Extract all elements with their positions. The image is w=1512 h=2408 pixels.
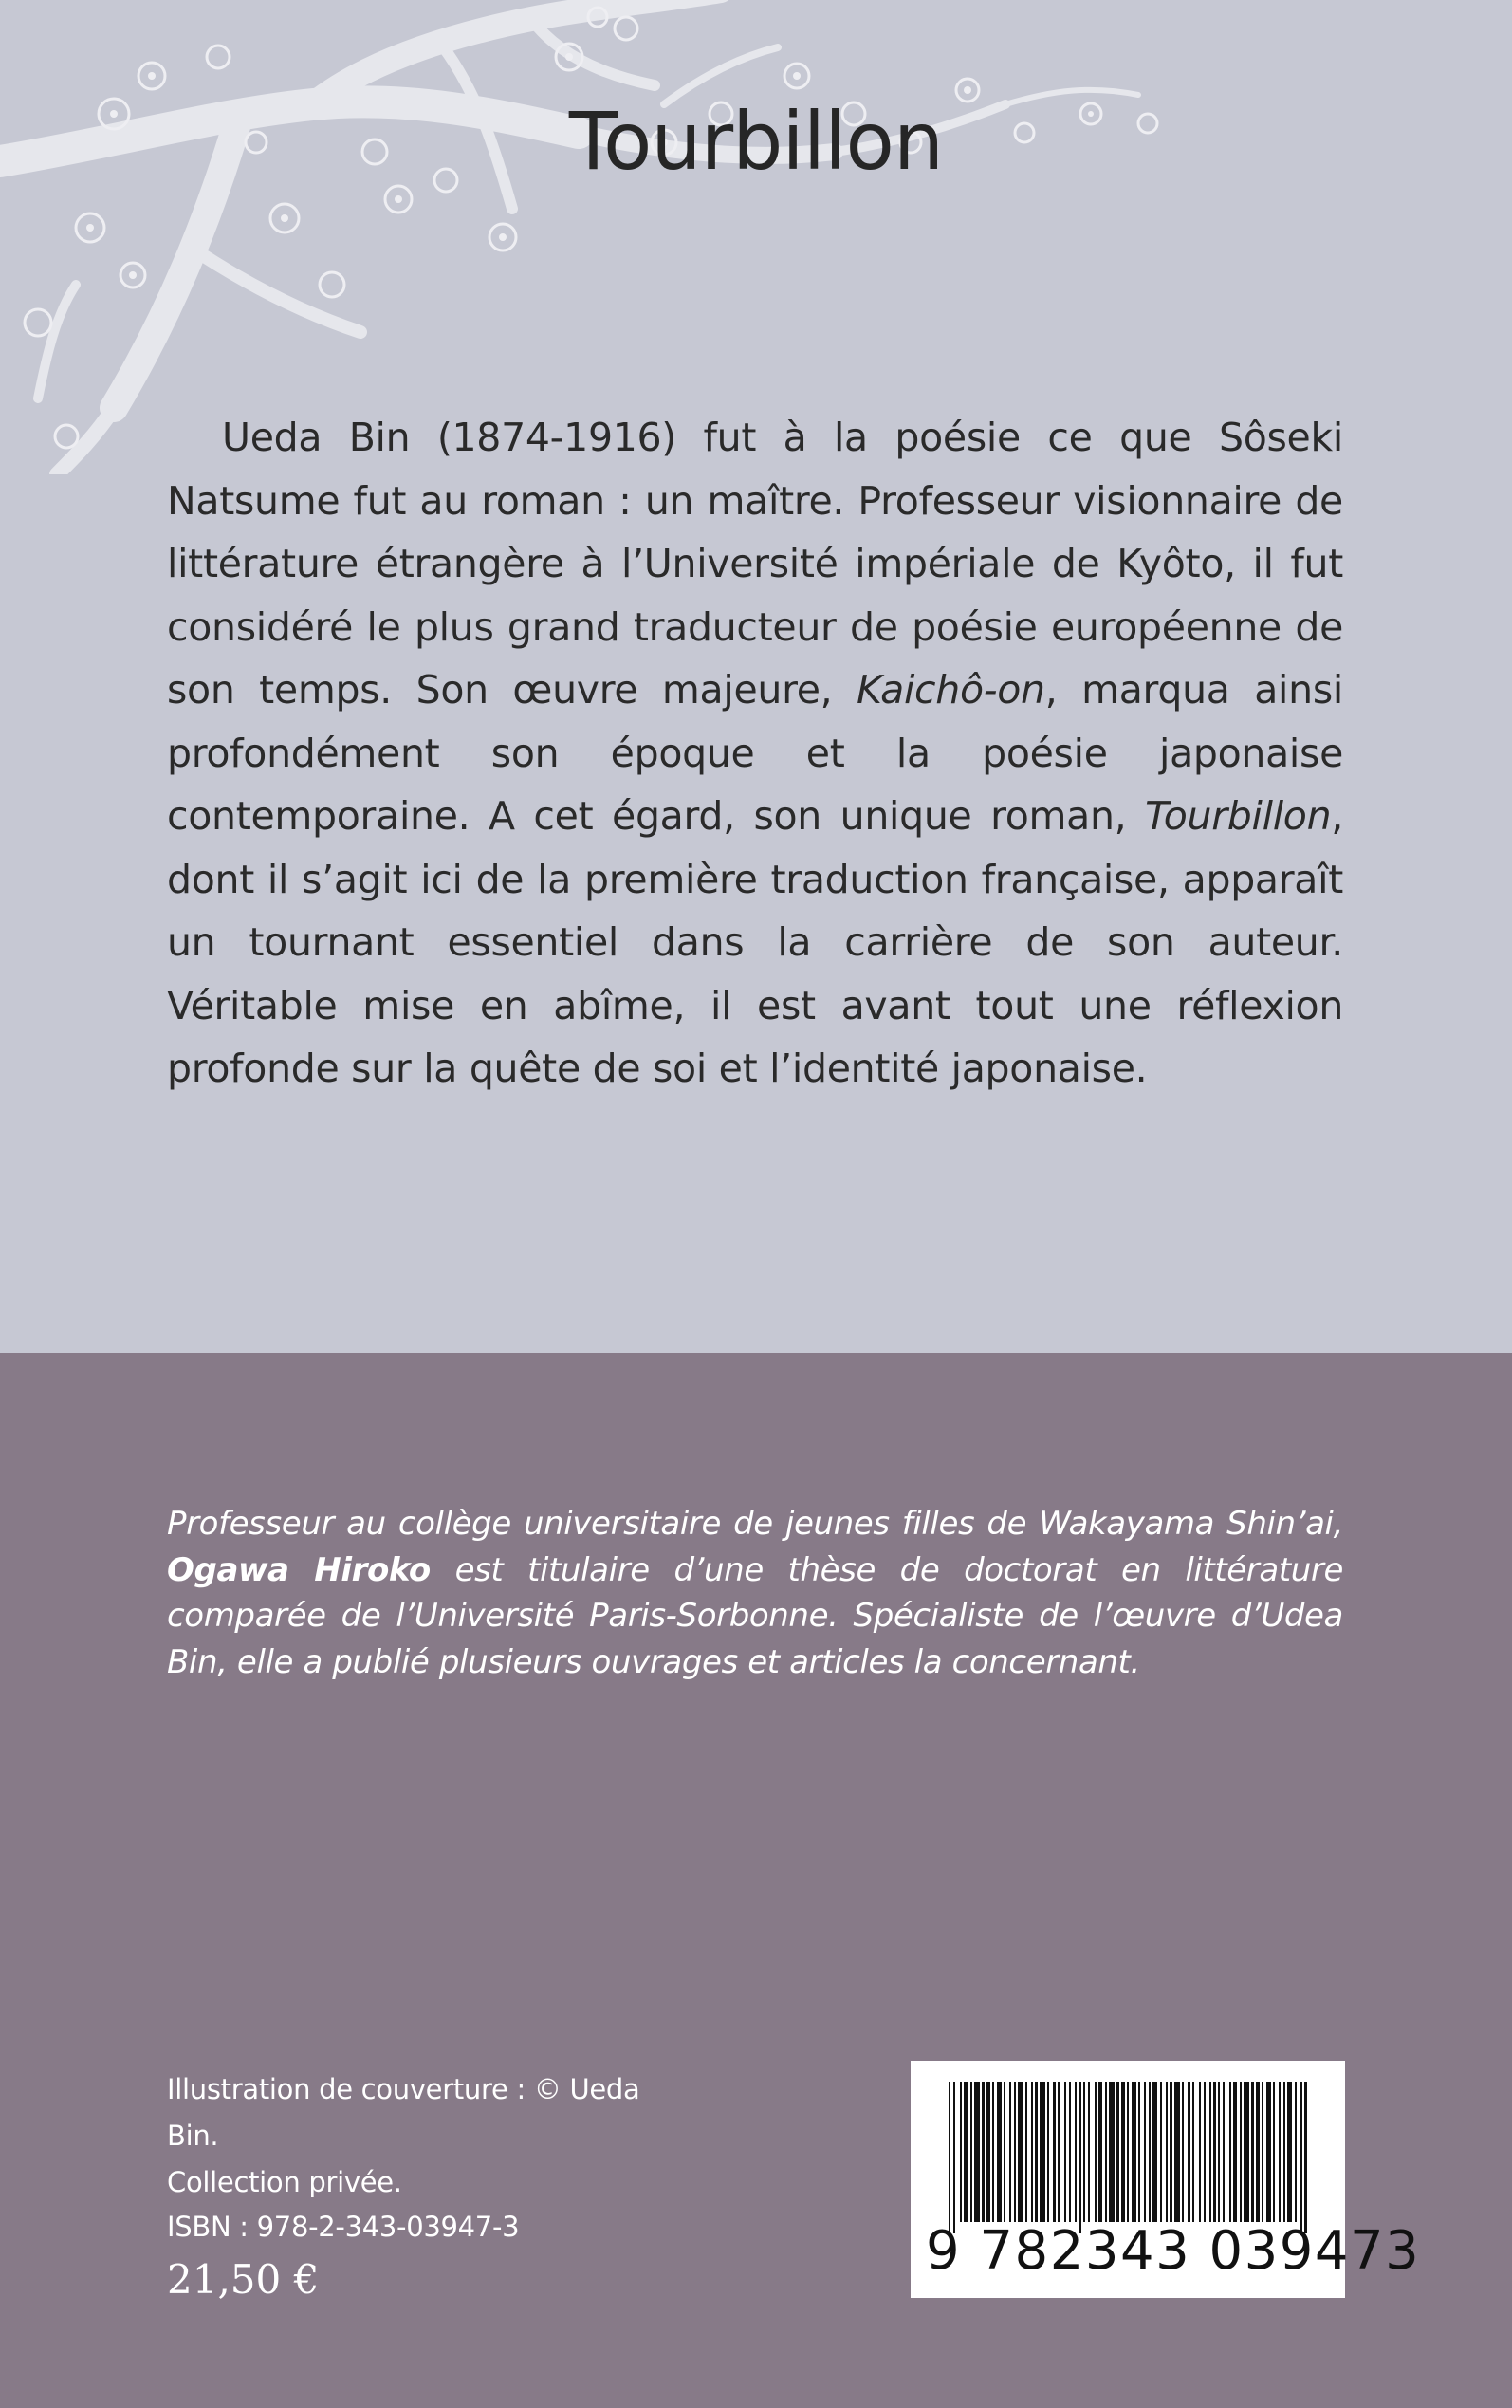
barcode-digits: 9 782343 039473 [926,2220,1421,2282]
synopsis-work-title: Kaichô-on [857,667,1045,713]
barcode-bar [1170,2082,1172,2222]
barcode-bar [1121,2082,1125,2222]
author-bio [167,1501,1343,1685]
barcode-bar [1229,2082,1231,2222]
barcode-bar [1199,2082,1201,2222]
barcode-bar [1240,2082,1242,2222]
barcode-bar [1014,2082,1016,2222]
barcode-bar [1138,2082,1140,2222]
price-label: 21,50 € [167,2256,320,2303]
barcode-bar [1209,2082,1211,2222]
barcode-bar [1192,2082,1194,2222]
barcode-bar [1088,2082,1090,2222]
bio-text: Professeur au collège universitaire de jeunes filles de Wakayama Shin’ai, [167,1505,1343,1543]
barcode-bar [1262,2082,1263,2222]
book-title: Tourbillon [568,95,944,188]
bio-text: est titulaire d’une thèse de doctorat en littérature comparée de l’Université Paris-Sorbonne. Spécialiste de l’œuvre d’Udea Bin, elle a publié plusieurs ouvrages et articles la concernant. [167,1550,1343,1681]
barcode-bar [1149,2082,1151,2222]
barcode-bar [970,2082,972,2222]
cherry-blossom-branch-illustration [0,0,1512,474]
synopsis-text: , marqua ainsi profondément son époque et la poésie japonaise contemporaine. A cet égard, son unique roman, [167,667,1343,839]
barcode-bar [1127,2082,1129,2222]
barcode-bar [1079,2082,1081,2233]
barcode-bar [992,2082,994,2222]
synopsis-text: , dont il s’agit ici de la première traduction française, apparaît un tournant essentiel dans la carrière de son auteur. Véritable mise en abîme, il est avant tout une réflexion profonde sur la quête de soi et l’identité japonaise. [167,793,1343,1091]
barcode [911,2061,1421,2298]
barcode-bar [1182,2082,1184,2222]
barcode-bar [1018,2082,1023,2222]
barcode-bar [1083,2082,1085,2222]
barcode-bar [1009,2082,1011,2222]
barcode-bar [1244,2082,1249,2222]
credit-line-illustration: Illustration de couverture : © Ueda Bin. [167,2073,640,2152]
barcode-bar [1075,2082,1077,2222]
barcode-bar [982,2082,985,2222]
barcode-bar [1283,2082,1285,2222]
barcode-bar [1105,2082,1107,2222]
barcode-bar [1035,2082,1038,2222]
barcode-bar [1223,2082,1225,2222]
bio-author-name: Ogawa Hiroko [167,1550,431,1589]
barcode-bar [1040,2082,1045,2222]
barcode-bar [1166,2082,1168,2222]
synopsis-text: Ueda Bin (1874-1916) fut à la poésie ce que Sôseki Natsume fut au roman : un maître. Professeur visionnaire de littérature étrangère à l’Université impériale de Kyôto, il fut considéré le plus grand traducteur de poésie européenne de son temps. Son œuvre majeure, [167,415,1343,713]
illustration-credits [167,2066,698,2206]
barcode-bar [1218,2082,1220,2222]
barcode-bar [1295,2082,1297,2222]
barcode-bar [1251,2082,1254,2222]
barcode-bar [949,2082,950,2233]
barcode-bar [964,2082,968,2222]
barcode-bar [1069,2082,1071,2222]
barcode-bar [1174,2082,1180,2222]
barcode-bar [1098,2082,1102,2222]
credit-line-collection: Collection privée. [167,2166,402,2198]
barcode-bar [974,2082,980,2222]
barcode-bar [1213,2082,1216,2222]
barcode-bar [986,2082,990,2222]
barcode-bar [1004,2082,1005,2222]
synopsis-novel-title: Tourbillon [1145,793,1332,839]
barcode-bar [1204,2082,1206,2222]
barcode-bar [1058,2082,1060,2222]
barcode-bar [960,2082,962,2222]
barcode-bar [1256,2082,1260,2222]
barcode-bar [1188,2082,1190,2222]
barcode-bar [1064,2082,1066,2222]
barcode-bar [1233,2082,1237,2222]
barcode-bar [1304,2082,1307,2233]
barcode-bar [1047,2082,1049,2222]
barcode-bar [1095,2082,1097,2222]
isbn-label: ISBN : 978-2-343-03947-3 [167,2211,520,2243]
barcode-bar [1160,2082,1162,2222]
barcode-bar [1273,2082,1275,2222]
barcode-bar [1144,2082,1146,2222]
barcode-bar [1287,2082,1292,2222]
barcode-bar [1031,2082,1033,2222]
synopsis-paragraph [167,406,1343,1101]
barcode-bar [1152,2082,1157,2222]
barcode-bar [1109,2082,1115,2222]
barcode-bar [1025,2082,1027,2222]
barcode-bar [1116,2082,1119,2222]
barcode-bar [1266,2082,1271,2222]
barcode-bar [1132,2082,1136,2222]
barcode-bar [1279,2082,1281,2222]
barcode-bar [953,2082,955,2233]
barcode-bar [997,2082,1002,2222]
barcode-bar [1053,2082,1056,2222]
barcode-bar [1300,2082,1302,2233]
